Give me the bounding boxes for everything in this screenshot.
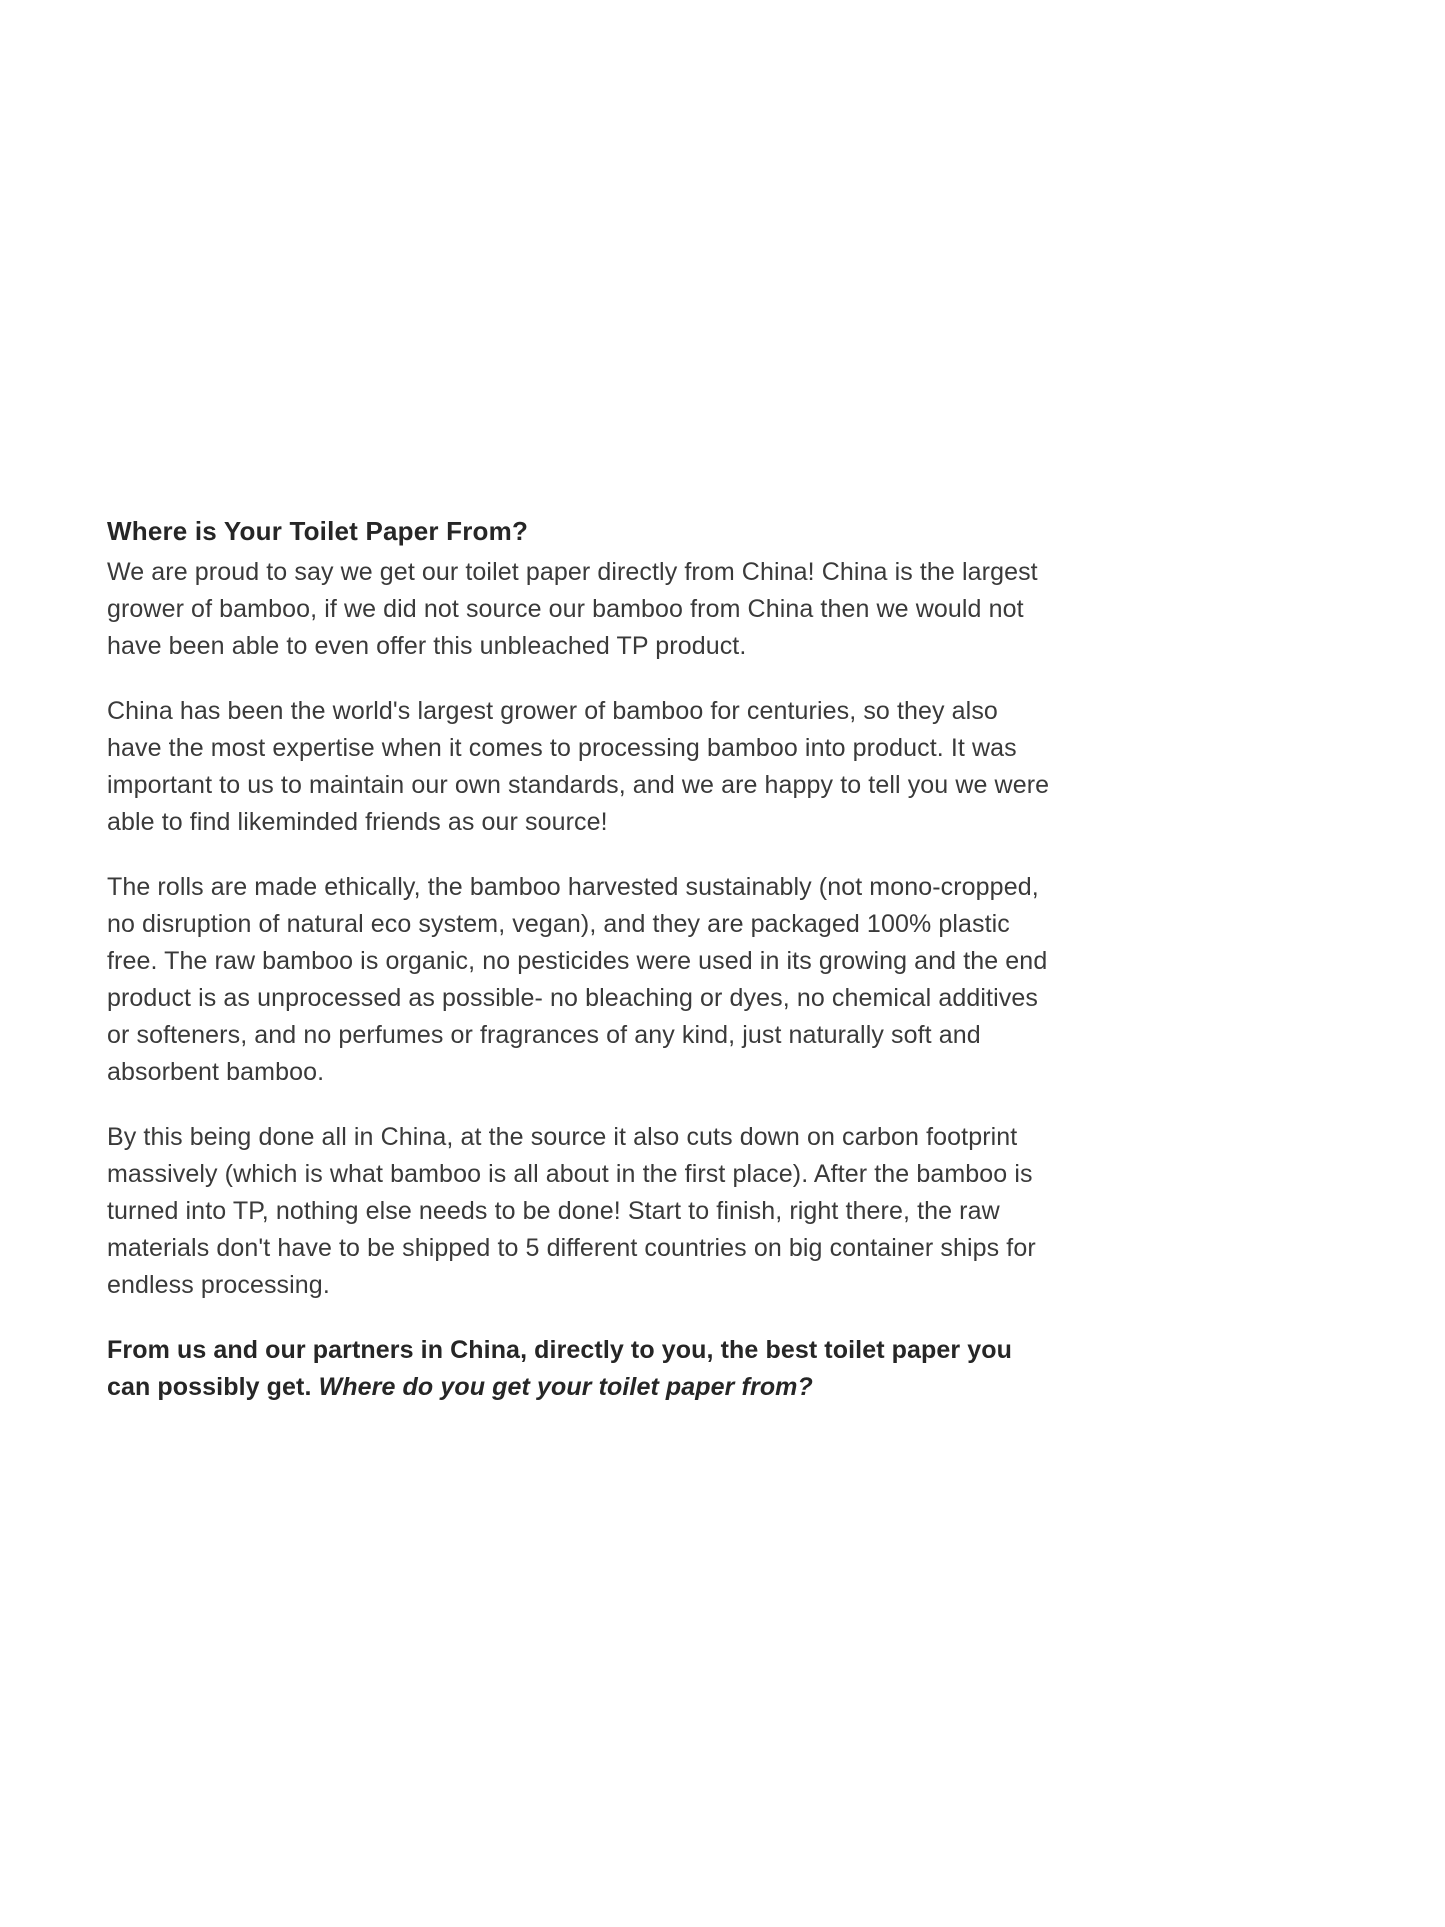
- article-paragraph-1: We are proud to say we get our toilet paper directly from China! China is the largest grower of bamboo, if we did not source our bamboo from China then we would not have been able to even offer this unbleached TP product.: [107, 558, 1038, 660]
- article-paragraph-3: The rolls are made ethically, the bamboo harvested sustainably (not mono-cropped, no disruption of natural eco system, vegan), and they are packaged 100% plastic free. The raw bamboo is organic, no pesticides were used in its growing and the end product is as unprocessed as possible- no bleaching or dyes, no chemical additives or softeners, and no perfumes or fragrances of any kind, just naturally soft and absorbent bamboo.: [107, 873, 1048, 1086]
- closing-bold-text: From us and our partners in China, directly to you, the best toilet paper you can possibly get.: [107, 1336, 1013, 1401]
- article-heading: Where is Your Toilet Paper From?: [107, 516, 529, 546]
- closing-italic-question: Where do you get your toilet paper from?: [318, 1373, 813, 1401]
- article-paragraph-2: China has been the world's largest grower of bamboo for centuries, so they also have the most expertise when it comes to processing bamboo into product. It was important to us to maintain our own standards, and we are happy to tell you we were able to find likeminded friends as our source!: [107, 697, 1050, 836]
- article-paragraph-4: By this being done all in China, at the source it also cuts down on carbon footprint massively (which is what bamboo is all about in the first place). After the bamboo is turned into TP, nothing else needs to be done! Start to finish, right there, the raw materials don't have to be shipped to 5 different countries on big container ships for endless processing.: [107, 1123, 1036, 1299]
- article-closing-paragraph: [107, 1332, 1051, 1406]
- product-description-article: [107, 514, 1051, 1406]
